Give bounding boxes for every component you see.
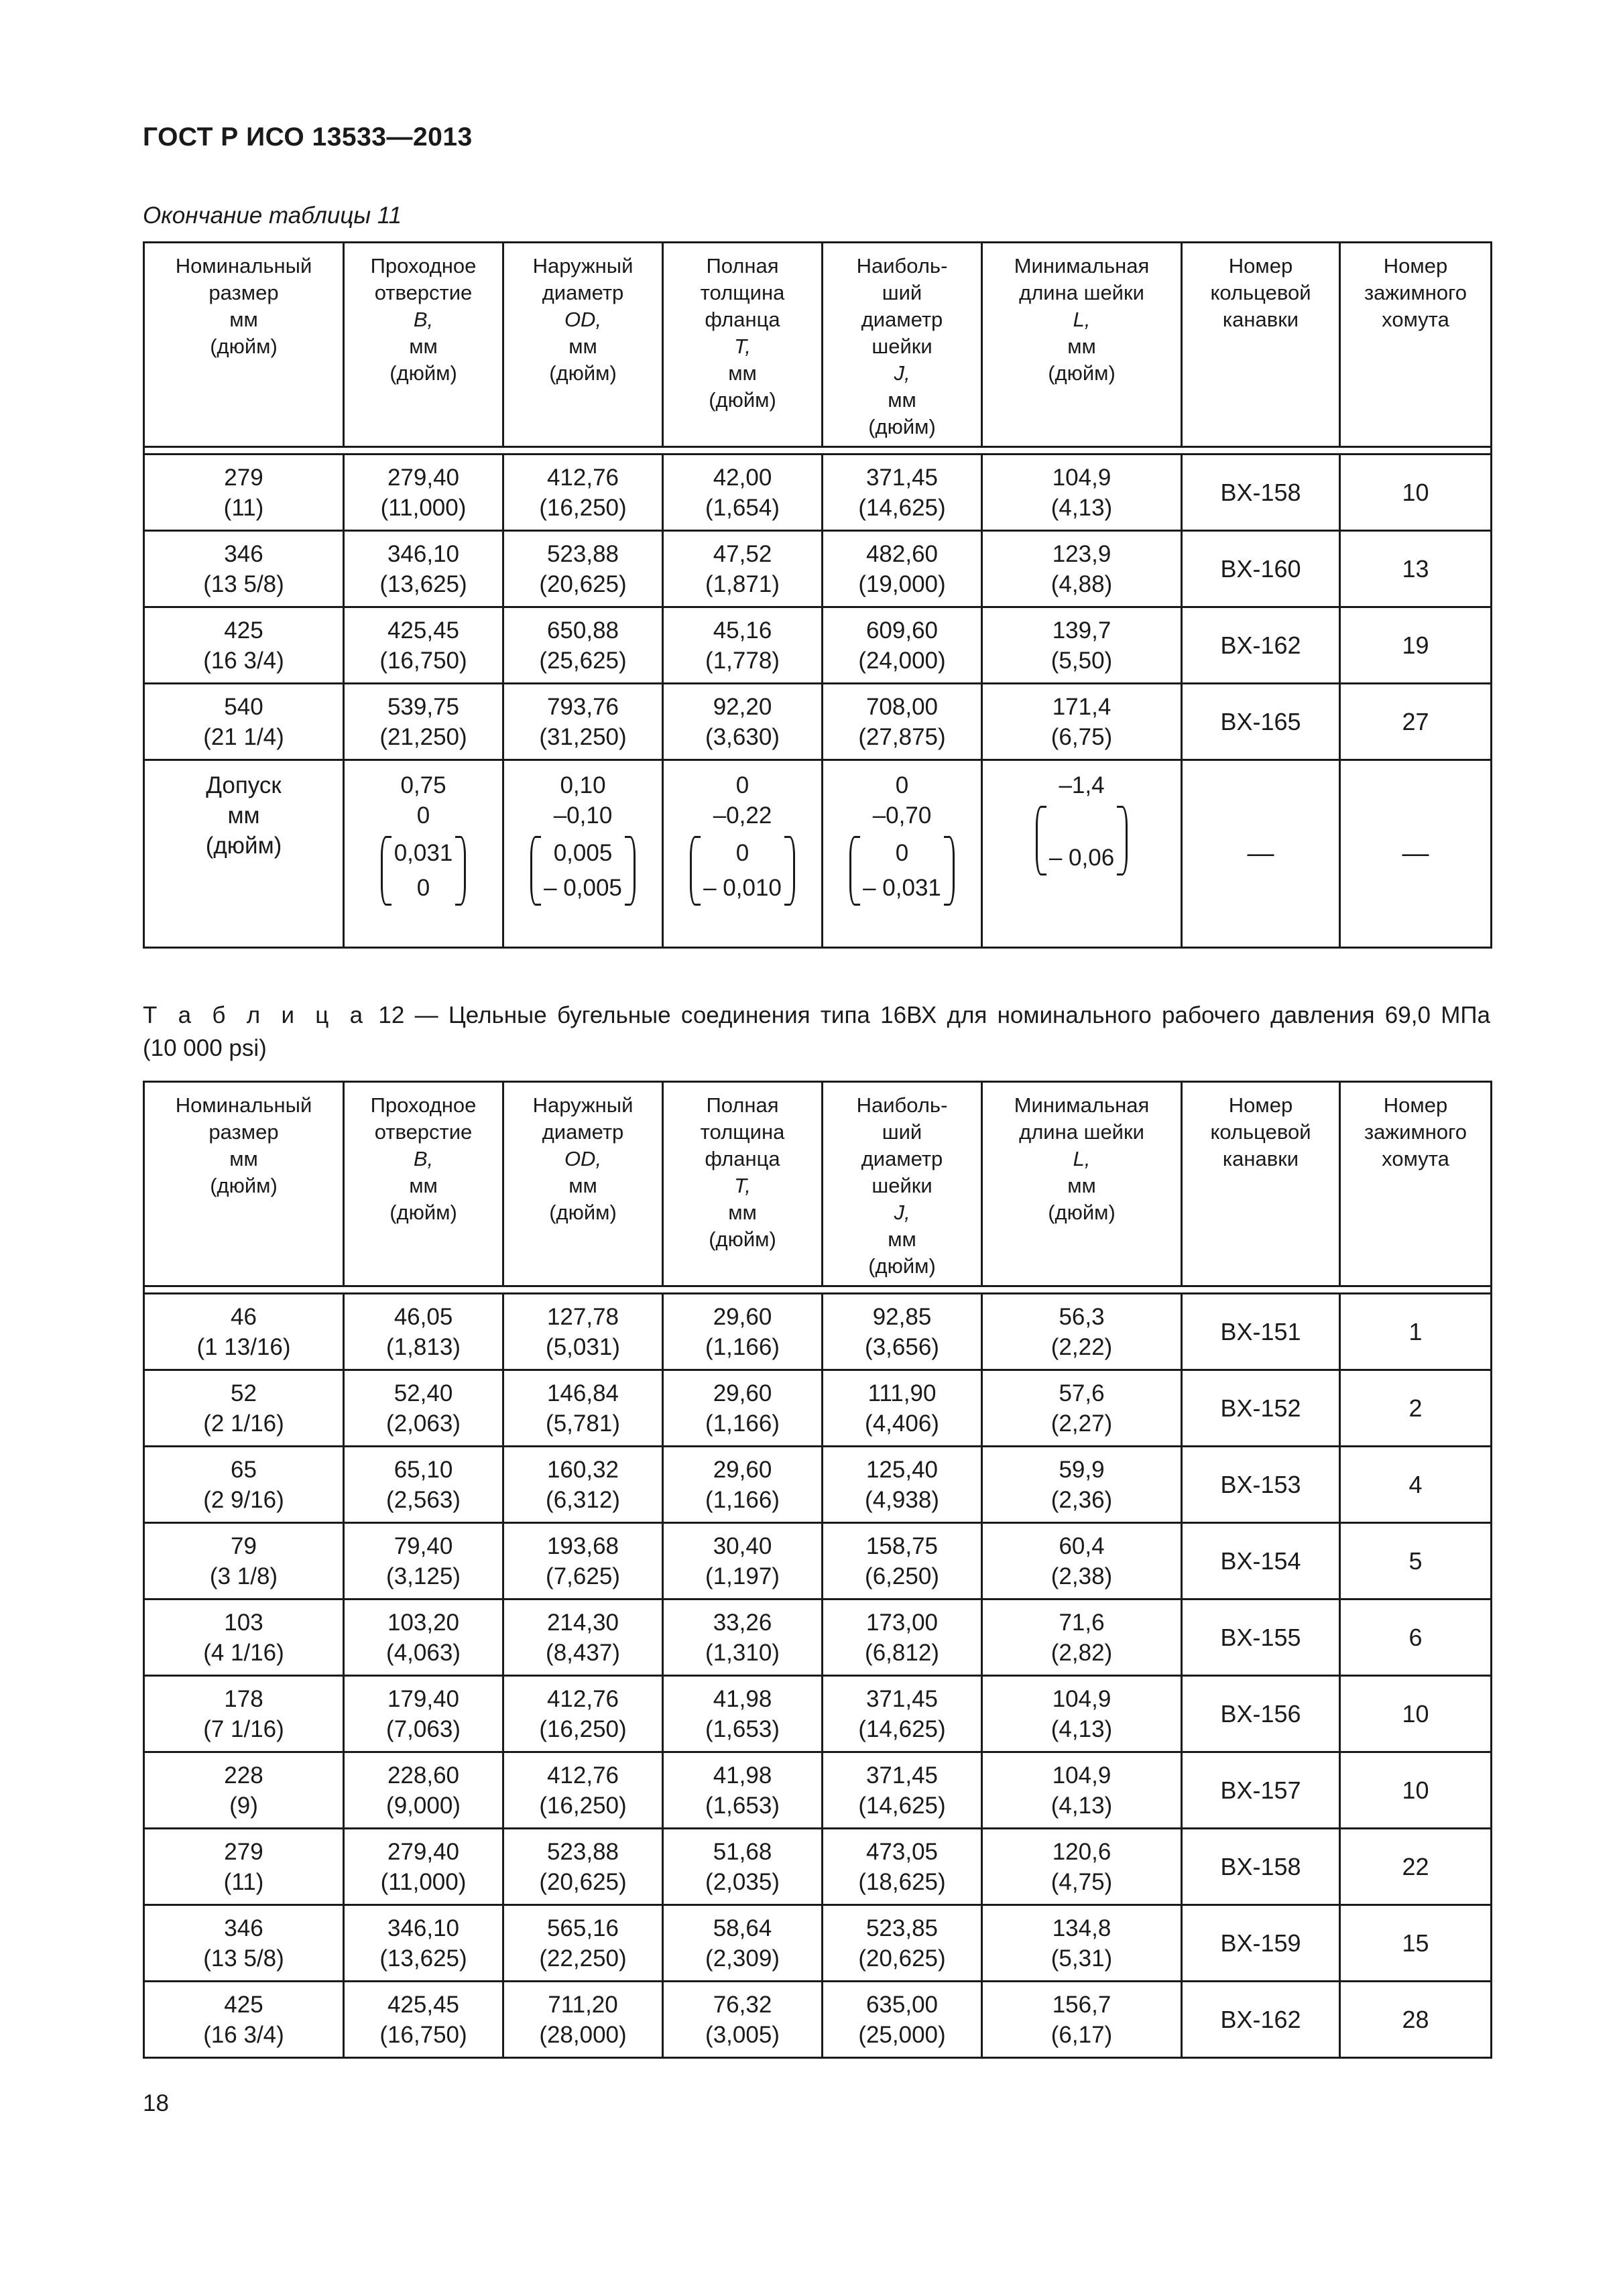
cell-clamp-number: 15: [1340, 1905, 1492, 1982]
cell-bore: 46,05 (1,813): [344, 1294, 503, 1370]
cell-groove-number: BX-162: [1182, 607, 1340, 684]
cell-hub-length: 59,9 (2,36): [982, 1447, 1182, 1523]
cell-clamp-number: 4: [1340, 1447, 1492, 1523]
cell-flange-thickness: 29,60 (1,166): [663, 1294, 823, 1370]
table-row: [144, 1982, 1492, 2058]
cell-hub-length: 171,4 (6,75): [982, 684, 1182, 760]
cell-flange-thickness: 51,68 (2,035): [663, 1829, 823, 1905]
tolerance-inch-bracket: 0,005 – 0,005: [530, 836, 636, 906]
cell-bore: 279,40 (11,000): [344, 1829, 503, 1905]
cell-hub-diameter: 708,00 (27,875): [823, 684, 982, 760]
table11-header-hub-length: Минимальная длина шейки L, мм (дюйм): [982, 243, 1182, 447]
cell-outer-diameter: 193,68 (7,625): [503, 1523, 663, 1599]
cell-groove-number: BX-165: [1182, 684, 1340, 760]
table-row: [144, 1294, 1492, 1370]
page-number: 18: [143, 2090, 169, 2116]
cell-outer-diameter: 793,76 (31,250): [503, 684, 663, 760]
table12-header-nominal-size: Номинальный размер мм (дюйм): [144, 1082, 344, 1286]
cell-nominal-size: 46 (1 13/16): [144, 1294, 344, 1370]
tolerance-outer-diameter: 0,10 –0,10 0,005 – 0,005: [503, 760, 663, 948]
cell-clamp-number: 5: [1340, 1523, 1492, 1599]
table-row: [144, 531, 1492, 607]
cell-nominal-size: 79 (3 1/8): [144, 1523, 344, 1599]
table12-header-bore: Проходное отверстие B, мм (дюйм): [344, 1082, 503, 1286]
tolerance-inch-bracket: 0,031 0: [381, 836, 467, 906]
cell-outer-diameter: 146,84 (5,781): [503, 1370, 663, 1447]
table11-caption: Окончание таблицы 11: [143, 202, 402, 229]
table12-header-flange-thickness: Полная толщина фланца T, мм (дюйм): [663, 1082, 823, 1286]
cell-outer-diameter: 127,78 (5,031): [503, 1294, 663, 1370]
table-row: [144, 1676, 1492, 1752]
cell-flange-thickness: 45,16 (1,778): [663, 607, 823, 684]
table-row: [144, 684, 1492, 760]
table12-header-outer-diameter: Наружный диаметр OD, мм (дюйм): [503, 1082, 663, 1286]
table-row: [144, 1370, 1492, 1447]
table-row: [144, 1752, 1492, 1829]
cell-flange-thickness: 33,26 (1,310): [663, 1599, 823, 1676]
table12-body: [144, 1294, 1492, 2058]
cell-groove-number: BX-154: [1182, 1523, 1340, 1599]
cell-bore: 228,60 (9,000): [344, 1752, 503, 1829]
cell-bore: 425,45 (16,750): [344, 607, 503, 684]
cell-hub-length: 57,6 (2,27): [982, 1370, 1182, 1447]
cell-outer-diameter: 412,76 (16,250): [503, 1752, 663, 1829]
cell-outer-diameter: 523,88 (20,625): [503, 531, 663, 607]
table-row: [144, 1447, 1492, 1523]
cell-hub-length: 139,7 (5,50): [982, 607, 1182, 684]
cell-clamp-number: 10: [1340, 455, 1492, 531]
table-row: [144, 1905, 1492, 1982]
cell-groove-number: BX-153: [1182, 1447, 1340, 1523]
cell-hub-diameter: 92,85 (3,656): [823, 1294, 982, 1370]
cell-groove-number: BX-158: [1182, 455, 1340, 531]
cell-clamp-number: 28: [1340, 1982, 1492, 2058]
cell-hub-length: 123,9 (4,88): [982, 531, 1182, 607]
table12-caption: Т а б л и ц а 12 — Цельные бугельные соединения типа 16ВХ для номинального рабочего давления 69,0 МПа (10 000 psi): [143, 1002, 1490, 1061]
cell-bore: 52,40 (2,063): [344, 1370, 503, 1447]
cell-groove-number: BX-160: [1182, 531, 1340, 607]
table11-header-groove-number: Номер кольцевой канавки: [1182, 243, 1340, 447]
table-11: [143, 241, 1492, 949]
cell-groove-number: BX-155: [1182, 1599, 1340, 1676]
tolerance-inch-bracket: 0 – 0,010: [690, 836, 795, 906]
cell-hub-length: 104,9 (4,13): [982, 455, 1182, 531]
cell-clamp-number: 6: [1340, 1599, 1492, 1676]
cell-flange-thickness: 76,32 (3,005): [663, 1982, 823, 2058]
cell-hub-length: 60,4 (2,38): [982, 1523, 1182, 1599]
cell-bore: 346,10 (13,625): [344, 1905, 503, 1982]
cell-bore: 65,10 (2,563): [344, 1447, 503, 1523]
cell-nominal-size: 346 (13 5/8): [144, 1905, 344, 1982]
cell-hub-diameter: 158,75 (6,250): [823, 1523, 982, 1599]
cell-nominal-size: 346 (13 5/8): [144, 531, 344, 607]
tolerance-bore: 0,75 0 0,031 0: [344, 760, 503, 948]
cell-hub-length: 56,3 (2,22): [982, 1294, 1182, 1370]
tolerance-hub-diameter: 0 –0,70 0 – 0,031: [823, 760, 982, 948]
cell-hub-length: 156,7 (6,17): [982, 1982, 1182, 2058]
cell-hub-diameter: 111,90 (4,406): [823, 1370, 982, 1447]
cell-nominal-size: 540 (21 1/4): [144, 684, 344, 760]
cell-clamp-number: 19: [1340, 607, 1492, 684]
table11-header-nominal-size: Номинальный размер мм (дюйм): [144, 243, 344, 447]
cell-flange-thickness: 29,60 (1,166): [663, 1447, 823, 1523]
cell-clamp-number: 27: [1340, 684, 1492, 760]
table11-body: [144, 455, 1492, 948]
cell-nominal-size: 425 (16 3/4): [144, 607, 344, 684]
cell-groove-number: BX-162: [1182, 1982, 1340, 2058]
cell-flange-thickness: 58,64 (2,309): [663, 1905, 823, 1982]
cell-hub-diameter: 371,45 (14,625): [823, 455, 982, 531]
cell-groove-number: BX-159: [1182, 1905, 1340, 1982]
table11-header-clamp-number: Номер зажимного хомута: [1340, 243, 1492, 447]
table11-header: [144, 243, 1492, 455]
cell-outer-diameter: 412,76 (16,250): [503, 455, 663, 531]
tolerance-thickness: 0 –0,22 0 – 0,010: [663, 760, 823, 948]
cell-flange-thickness: 47,52 (1,871): [663, 531, 823, 607]
cell-outer-diameter: 412,76 (16,250): [503, 1676, 663, 1752]
tolerance-inch-bracket: – 0,06: [1036, 806, 1128, 875]
cell-nominal-size: 178 (7 1/16): [144, 1676, 344, 1752]
table11-header-flange-thickness: Полная толщина фланца T, мм (дюйм): [663, 243, 823, 447]
table12-header-hub-length: Минимальная длина шейки L, мм (дюйм): [982, 1082, 1182, 1286]
cell-clamp-number: 22: [1340, 1829, 1492, 1905]
cell-hub-length: 104,9 (4,13): [982, 1752, 1182, 1829]
cell-outer-diameter: 214,30 (8,437): [503, 1599, 663, 1676]
cell-bore: 346,10 (13,625): [344, 531, 503, 607]
cell-bore: 179,40 (7,063): [344, 1676, 503, 1752]
cell-bore: 103,20 (4,063): [344, 1599, 503, 1676]
table-row: [144, 1599, 1492, 1676]
cell-groove-number: BX-152: [1182, 1370, 1340, 1447]
table-row: [144, 1829, 1492, 1905]
cell-flange-thickness: 29,60 (1,166): [663, 1370, 823, 1447]
table-row: [144, 455, 1492, 531]
table-row: [144, 1523, 1492, 1599]
cell-nominal-size: 279 (11): [144, 455, 344, 531]
table12-header-hub-diameter: Наиболь- ший диаметр шейки J, мм (дюйм): [823, 1082, 982, 1286]
cell-flange-thickness: 41,98 (1,653): [663, 1676, 823, 1752]
cell-hub-diameter: 371,45 (14,625): [823, 1676, 982, 1752]
cell-hub-length: 120,6 (4,75): [982, 1829, 1182, 1905]
table11-header-hub-diameter: Наиболь- ший диаметр шейки J, мм (дюйм): [823, 243, 982, 447]
cell-clamp-number: 1: [1340, 1294, 1492, 1370]
cell-hub-diameter: 523,85 (20,625): [823, 1905, 982, 1982]
table-row: [144, 607, 1492, 684]
table12-header-groove-number: Номер кольцевой канавки: [1182, 1082, 1340, 1286]
table11-tolerance-row: [144, 760, 1492, 948]
cell-clamp-number: 10: [1340, 1752, 1492, 1829]
table11-header-bore: Проходное отверстие B, мм (дюйм): [344, 243, 503, 447]
cell-hub-diameter: 482,60 (19,000): [823, 531, 982, 607]
cell-hub-length: 134,8 (5,31): [982, 1905, 1182, 1982]
tolerance-clamp: —: [1340, 760, 1492, 948]
cell-bore: 279,40 (11,000): [344, 455, 503, 531]
table12-header-clamp-number: Номер зажимного хомута: [1340, 1082, 1492, 1286]
cell-hub-diameter: 473,05 (18,625): [823, 1829, 982, 1905]
cell-groove-number: BX-157: [1182, 1752, 1340, 1829]
cell-flange-thickness: 42,00 (1,654): [663, 455, 823, 531]
document-header: ГОСТ Р ИСО 13533—2013: [143, 123, 473, 152]
cell-hub-diameter: 173,00 (6,812): [823, 1599, 982, 1676]
tolerance-hub-length: –1,4 – 0,06: [982, 760, 1182, 948]
cell-flange-thickness: 30,40 (1,197): [663, 1523, 823, 1599]
cell-hub-diameter: 609,60 (24,000): [823, 607, 982, 684]
cell-nominal-size: 279 (11): [144, 1829, 344, 1905]
tolerance-label: Допуск мм (дюйм): [144, 760, 344, 948]
cell-hub-diameter: 371,45 (14,625): [823, 1752, 982, 1829]
cell-hub-length: 71,6 (2,82): [982, 1599, 1182, 1676]
cell-bore: 539,75 (21,250): [344, 684, 503, 760]
cell-outer-diameter: 160,32 (6,312): [503, 1447, 663, 1523]
cell-flange-thickness: 41,98 (1,653): [663, 1752, 823, 1829]
tolerance-inch-bracket: 0 – 0,031: [849, 836, 955, 906]
cell-nominal-size: 52 (2 1/16): [144, 1370, 344, 1447]
cell-bore: 79,40 (3,125): [344, 1523, 503, 1599]
tolerance-groove: —: [1182, 760, 1340, 948]
cell-hub-diameter: 635,00 (25,000): [823, 1982, 982, 2058]
cell-nominal-size: 103 (4 1/16): [144, 1599, 344, 1676]
cell-flange-thickness: 92,20 (3,630): [663, 684, 823, 760]
cell-groove-number: BX-151: [1182, 1294, 1340, 1370]
cell-outer-diameter: 650,88 (25,625): [503, 607, 663, 684]
cell-groove-number: BX-158: [1182, 1829, 1340, 1905]
cell-groove-number: BX-156: [1182, 1676, 1340, 1752]
table-12: [143, 1081, 1492, 2059]
cell-clamp-number: 2: [1340, 1370, 1492, 1447]
cell-bore: 425,45 (16,750): [344, 1982, 503, 2058]
cell-clamp-number: 10: [1340, 1676, 1492, 1752]
cell-nominal-size: 228 (9): [144, 1752, 344, 1829]
cell-hub-length: 104,9 (4,13): [982, 1676, 1182, 1752]
table11-header-outer-diameter: Наружный диаметр OD, мм (дюйм): [503, 243, 663, 447]
cell-hub-diameter: 125,40 (4,938): [823, 1447, 982, 1523]
cell-nominal-size: 65 (2 9/16): [144, 1447, 344, 1523]
cell-outer-diameter: 523,88 (20,625): [503, 1829, 663, 1905]
cell-clamp-number: 13: [1340, 531, 1492, 607]
cell-outer-diameter: 565,16 (22,250): [503, 1905, 663, 1982]
cell-outer-diameter: 711,20 (28,000): [503, 1982, 663, 2058]
table12-header: [144, 1082, 1492, 1294]
cell-nominal-size: 425 (16 3/4): [144, 1982, 344, 2058]
